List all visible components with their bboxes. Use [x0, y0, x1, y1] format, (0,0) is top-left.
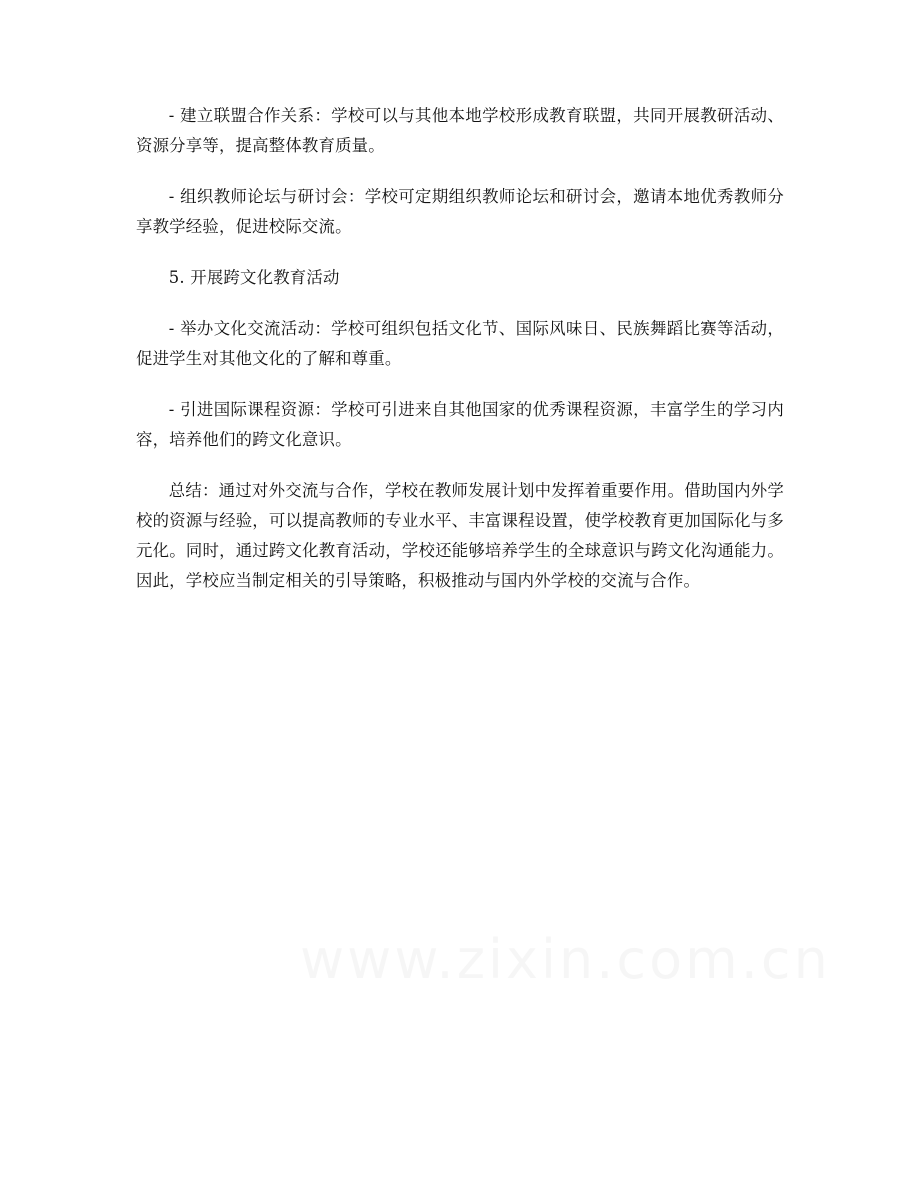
paragraph-summary: 总结：通过对外交流与合作，学校在教师发展计划中发挥着重要作用。借助国内外学校的资源与经验，可以提高教师的专业水平、丰富课程设置，使学校教育更加国际化与多元化。同时，通过跨文化教育活动，学校还能够培养学生的全球意识与跨文化沟通能力。因此，学校应当制定相关的引导策略，积极推动与国内外学校的交流与合作。 — [136, 481, 784, 590]
section-heading-cross-cultural: 5. 开展跨文化教育活动 — [168, 268, 340, 287]
document-body — [136, 101, 784, 617]
paragraph-international-courses: - 引进国际课程资源：学校可引进来自其他国家的优秀课程资源，丰富学生的学习内容，培养他们的跨文化意识。 — [136, 400, 784, 449]
paragraph-teacher-forum: - 组织教师论坛与研讨会：学校可定期组织教师论坛和研讨会，邀请本地优秀教师分享教学经验，促进校际交流。 — [136, 187, 784, 236]
paragraph-cultural-exchange: - 举办文化交流活动：学校可组织包括文化节、国际风味日、民族舞蹈比赛等活动，促进学生对其他文化的了解和尊重。 — [136, 319, 784, 368]
paragraph-alliance: - 建立联盟合作关系：学校可以与其他本地学校形成教育联盟，共同开展教研活动、资源分享等，提高整体教育质量。 — [136, 106, 784, 155]
watermark — [300, 928, 620, 991]
